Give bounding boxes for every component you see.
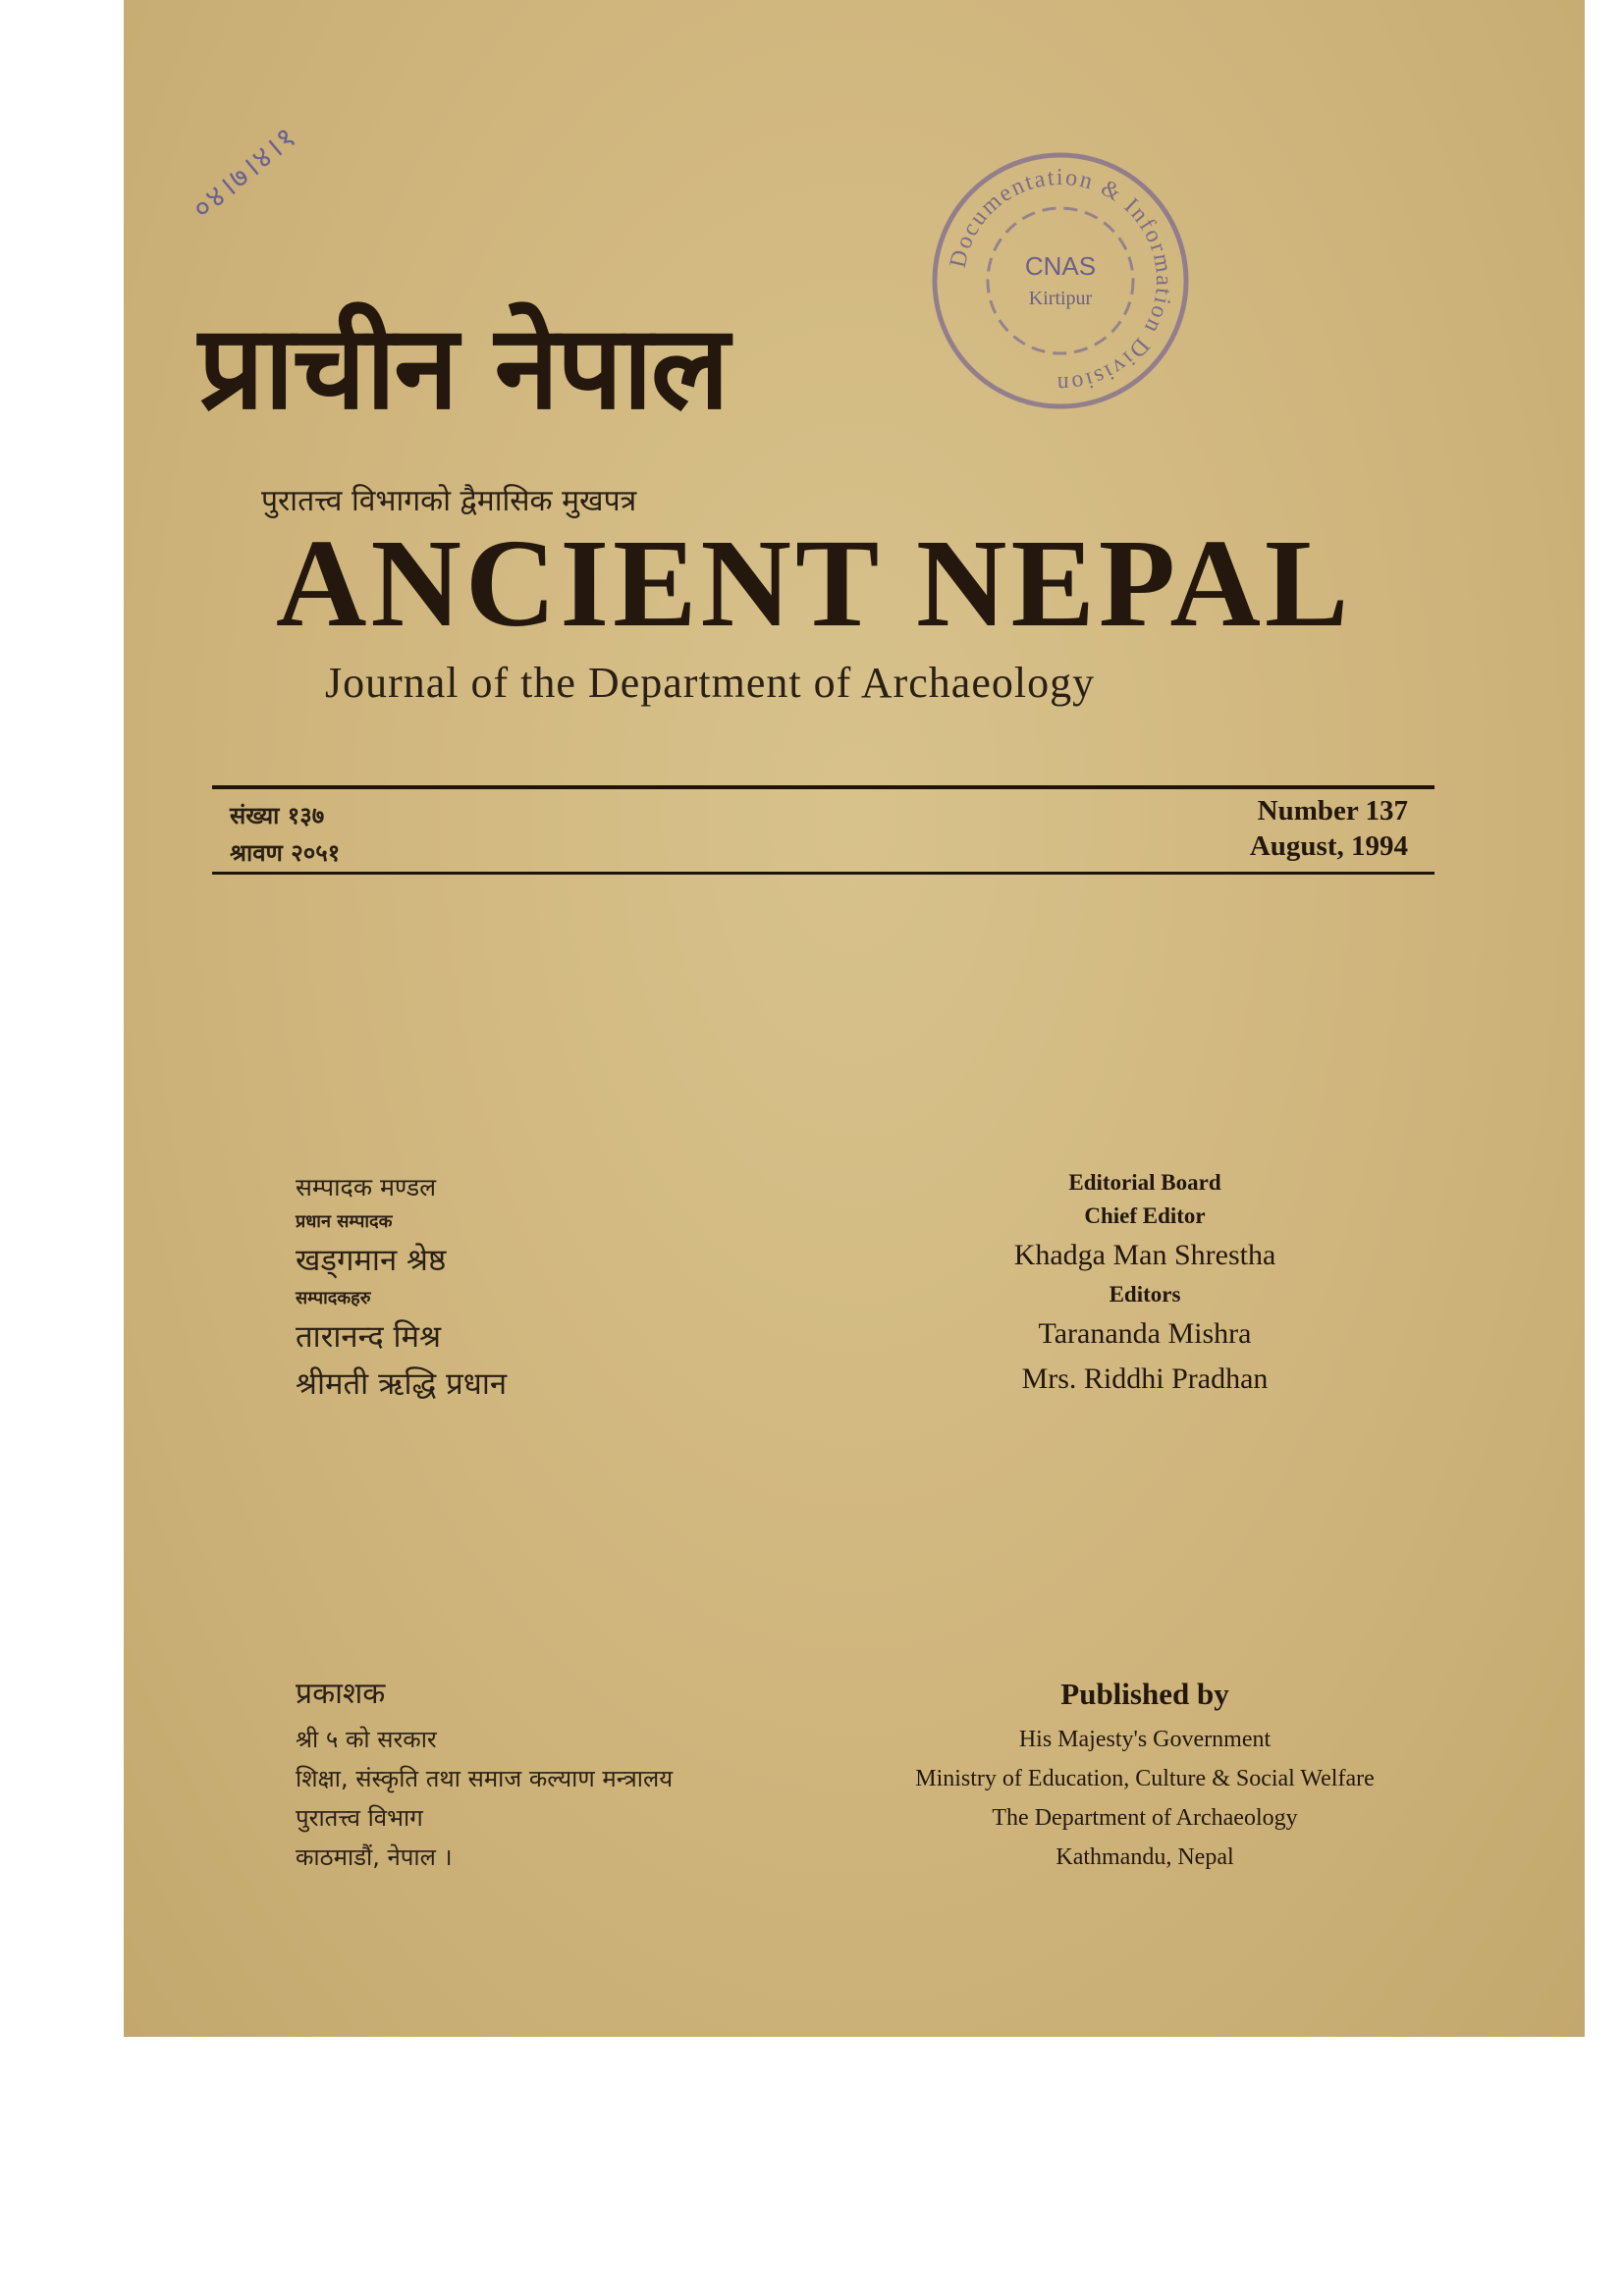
subtitle-devanagari: पुरातत्त्व विभागको द्वैमासिक मुखपत्र <box>261 484 637 518</box>
editor-name: Tarananda Mishra <box>1038 1317 1252 1350</box>
publisher-line: The Department of Archaeology <box>992 1805 1298 1831</box>
handwritten-note: ०४।७।४।१ <box>186 119 304 227</box>
publisher-line: श्री ५ को सरकार <box>296 1726 437 1753</box>
publisher-line: काठमाडौं, नेपाल । <box>296 1843 453 1871</box>
publisher-english <box>870 1669 1420 1877</box>
publisher-heading: प्रकाशक <box>296 1677 386 1711</box>
publisher-line: Kathmandu, Nepal <box>1056 1844 1234 1870</box>
editorial-board-english <box>948 1166 1341 1402</box>
editorial-board-label: Editorial Board <box>1068 1170 1221 1195</box>
title-english: ANCIENT NEPAL <box>276 513 1353 653</box>
divider-top <box>212 785 1435 789</box>
chief-editor-name: Khadga Man Shrestha <box>1013 1239 1276 1271</box>
journal-subtitle: Journal of the Department of Archaeology <box>325 659 1096 707</box>
svg-text:Documentation & Information Di <box>946 165 1176 397</box>
issue-info-english <box>1250 793 1408 864</box>
journal-cover <box>124 0 1585 2037</box>
editorial-board-label: सम्पादक मण्डल <box>296 1173 437 1201</box>
issue-date-english: August, 1994 <box>1249 830 1408 862</box>
issue-number-devanagari: संख्या १३७ <box>230 802 325 829</box>
editor-name: Mrs. Riddhi Pradhan <box>1021 1362 1269 1395</box>
title-devanagari: प्राचीन नेपाल <box>198 299 728 435</box>
chief-editor-label: Chief Editor <box>1084 1203 1206 1228</box>
stamp-ring-text: Documentation & Information Division <box>945 164 1177 398</box>
publisher-heading: Published by <box>1060 1677 1229 1711</box>
publisher-line: शिक्षा, संस्कृति तथा समाज कल्याण मन्त्रालय <box>296 1765 674 1792</box>
library-stamp <box>927 147 1194 414</box>
editors-label: Editors <box>1109 1282 1181 1307</box>
editorial-board-devanagari <box>296 1168 507 1408</box>
editor-name: तारानन्द मिश्र <box>296 1319 442 1355</box>
chief-editor-label: प्रधान सम्पादक <box>296 1211 393 1232</box>
stamp-center-text: CNAS <box>1024 251 1097 281</box>
publisher-devanagari <box>296 1669 673 1877</box>
stamp-icon <box>927 147 1194 414</box>
editors-label: सम्पादकहरु <box>296 1288 371 1308</box>
stamp-center-subtext: Kirtipur <box>1028 288 1093 309</box>
chief-editor-name: खड्गमान श्रेष्ठ <box>296 1243 447 1278</box>
divider-bottom <box>212 872 1435 875</box>
issue-date-devanagari: श्रावण २०५१ <box>230 839 341 867</box>
publisher-line: His Majesty's Government <box>1018 1727 1272 1752</box>
issue-number-english: Number 137 <box>1257 795 1408 827</box>
issue-info-devanagari <box>230 797 340 872</box>
publisher-line: पुरातत्त्व विभाग <box>296 1804 423 1832</box>
editor-name: श्रीमती ऋद्धि प्रधान <box>296 1366 508 1402</box>
publisher-line: Ministry of Education, Culture & Social Welfare <box>915 1766 1375 1791</box>
